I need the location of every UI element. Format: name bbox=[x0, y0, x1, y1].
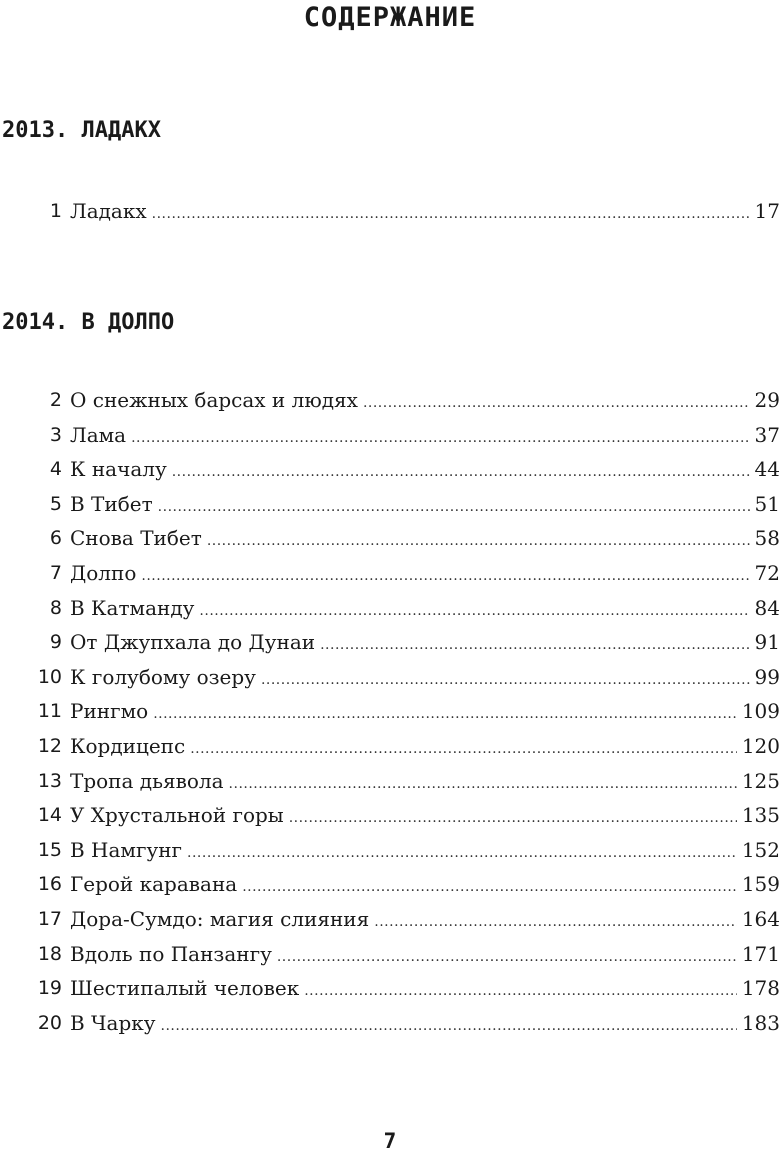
chapter-number: 1 bbox=[49, 200, 62, 222]
toc-entry bbox=[70, 418, 780, 456]
toc-entry bbox=[70, 194, 780, 232]
dot-leader bbox=[374, 905, 737, 940]
chapter-title: У Хрустальной горы bbox=[70, 803, 284, 828]
dot-leader bbox=[153, 697, 737, 732]
toc-list bbox=[0, 194, 780, 229]
chapter-number: 17 bbox=[37, 907, 62, 930]
chapter-number: 4 bbox=[49, 458, 62, 481]
chapter-title: От Джупхала до Дунаи bbox=[70, 630, 316, 655]
chapter-title: В Намгунг bbox=[70, 837, 183, 862]
toc-entry bbox=[70, 833, 780, 871]
dot-leader bbox=[158, 490, 750, 525]
toc-entry bbox=[70, 487, 780, 525]
dot-leader bbox=[141, 559, 749, 594]
chapter-page-number: 29 bbox=[754, 388, 780, 412]
chapter-page-number: 164 bbox=[741, 906, 780, 931]
chapter-page-number: 44 bbox=[754, 457, 780, 482]
chapter-number: 2 bbox=[49, 389, 62, 411]
chapter-page-number: 91 bbox=[754, 630, 780, 655]
chapter-page-number: 51 bbox=[754, 491, 780, 516]
toc-row bbox=[0, 694, 780, 729]
dot-leader bbox=[289, 801, 737, 836]
chapter-number: 16 bbox=[37, 873, 62, 896]
chapter-title: Ладакх bbox=[70, 199, 147, 223]
chapter-title: Герой каравана bbox=[70, 872, 238, 897]
dot-leader bbox=[363, 386, 750, 421]
chapter-title: Долпо bbox=[70, 560, 137, 585]
chapter-page-number: 37 bbox=[754, 422, 780, 447]
toc-row bbox=[0, 383, 780, 418]
chapter-number: 9 bbox=[49, 631, 62, 654]
chapter-number: 8 bbox=[49, 596, 62, 619]
chapter-title: Лама bbox=[70, 422, 127, 447]
chapter-number: 3 bbox=[49, 423, 62, 446]
dot-leader bbox=[199, 594, 749, 629]
dot-leader bbox=[187, 836, 737, 871]
toc-row bbox=[0, 729, 780, 764]
toc-entry bbox=[70, 798, 780, 836]
toc-row bbox=[0, 937, 780, 972]
chapter-title: К голубому озеру bbox=[70, 664, 256, 689]
chapter-page-number: 183 bbox=[741, 1010, 780, 1035]
chapter-page-number: 99 bbox=[754, 664, 780, 689]
dot-leader bbox=[277, 940, 737, 975]
dot-leader bbox=[190, 732, 737, 767]
toc-entry bbox=[70, 1006, 780, 1044]
chapter-number: 19 bbox=[37, 977, 62, 1000]
section-heading: 2014. В ДОЛПО bbox=[2, 310, 175, 335]
dot-leader bbox=[242, 870, 737, 905]
toc-entry bbox=[70, 764, 780, 802]
dot-leader bbox=[161, 1009, 737, 1044]
page-title: СОДЕРЖАНИЕ bbox=[303, 2, 477, 33]
toc-row bbox=[0, 556, 780, 591]
chapter-title: Тропа дьявола bbox=[70, 768, 224, 793]
toc-entry bbox=[70, 383, 780, 421]
chapter-page-number: 58 bbox=[754, 526, 780, 551]
chapter-title: Кордицепс bbox=[70, 733, 186, 758]
page-number: 7 bbox=[383, 1129, 397, 1153]
chapter-number: 12 bbox=[37, 734, 62, 757]
chapter-page-number: 125 bbox=[741, 768, 780, 793]
chapter-title: Рингмо bbox=[70, 699, 149, 724]
toc-entry bbox=[70, 660, 780, 698]
toc-row bbox=[0, 833, 780, 868]
dot-leader bbox=[229, 767, 737, 802]
chapter-number: 20 bbox=[37, 1011, 62, 1034]
dot-leader bbox=[304, 974, 737, 1009]
chapter-page-number: 72 bbox=[754, 560, 780, 585]
chapter-page-number: 120 bbox=[741, 733, 780, 758]
toc-row bbox=[0, 194, 780, 229]
chapter-number: 11 bbox=[37, 700, 62, 723]
dot-leader bbox=[320, 628, 749, 663]
dot-leader bbox=[152, 197, 750, 232]
toc-entry bbox=[70, 867, 780, 905]
toc-entry bbox=[70, 591, 780, 629]
chapter-title: Дора-Сумдо: магия слияния bbox=[70, 906, 370, 931]
chapter-number: 14 bbox=[37, 804, 62, 827]
dot-leader bbox=[172, 455, 750, 490]
chapter-title: В Тибет bbox=[70, 491, 153, 516]
toc-entry bbox=[70, 971, 780, 1009]
chapter-number: 7 bbox=[49, 561, 62, 584]
toc-row bbox=[0, 902, 780, 937]
chapter-title: О снежных барсах и людях bbox=[70, 388, 358, 412]
chapter-number: 6 bbox=[49, 527, 62, 550]
dot-leader bbox=[131, 421, 749, 456]
chapter-title: В Катманду bbox=[70, 595, 195, 620]
toc-row bbox=[0, 452, 780, 487]
chapter-title: В Чарку bbox=[70, 1010, 156, 1035]
toc-row bbox=[0, 418, 780, 453]
toc-entry bbox=[70, 937, 780, 975]
chapter-number: 15 bbox=[37, 838, 62, 861]
chapter-number: 18 bbox=[37, 942, 62, 965]
toc-entry bbox=[70, 521, 780, 559]
chapter-page-number: 17 bbox=[754, 199, 780, 223]
toc-entry bbox=[70, 452, 780, 490]
toc-row bbox=[0, 1006, 780, 1041]
chapter-page-number: 159 bbox=[741, 872, 780, 897]
toc-row bbox=[0, 591, 780, 626]
section-heading: 2013. ЛАДАКХ bbox=[2, 118, 161, 143]
toc-entry bbox=[70, 902, 780, 940]
toc-row bbox=[0, 867, 780, 902]
toc-entry bbox=[70, 729, 780, 767]
toc-row bbox=[0, 521, 780, 556]
dot-leader bbox=[261, 663, 750, 698]
chapter-page-number: 152 bbox=[741, 837, 780, 862]
toc-row bbox=[0, 660, 780, 695]
chapter-number: 10 bbox=[37, 665, 62, 688]
toc-row bbox=[0, 487, 780, 522]
chapter-title: Вдоль по Панзангу bbox=[70, 941, 272, 966]
toc-entry bbox=[70, 556, 780, 594]
chapter-page-number: 109 bbox=[741, 699, 780, 724]
toc-row bbox=[0, 798, 780, 833]
chapter-title: Шестипалый человек bbox=[70, 976, 300, 1001]
toc-row bbox=[0, 625, 780, 660]
chapter-number: 5 bbox=[49, 492, 62, 515]
toc-list bbox=[0, 383, 780, 1040]
chapter-number: 13 bbox=[37, 769, 62, 792]
chapter-title: К началу bbox=[70, 457, 167, 482]
toc-row bbox=[0, 971, 780, 1006]
chapter-page-number: 171 bbox=[741, 941, 780, 966]
dot-leader bbox=[207, 524, 750, 559]
toc-entry bbox=[70, 694, 780, 732]
chapter-page-number: 84 bbox=[754, 595, 780, 620]
toc-row bbox=[0, 764, 780, 799]
chapter-page-number: 135 bbox=[741, 803, 780, 828]
toc-entry bbox=[70, 625, 780, 663]
chapter-page-number: 178 bbox=[741, 976, 780, 1001]
chapter-title: Снова Тибет bbox=[70, 526, 202, 551]
